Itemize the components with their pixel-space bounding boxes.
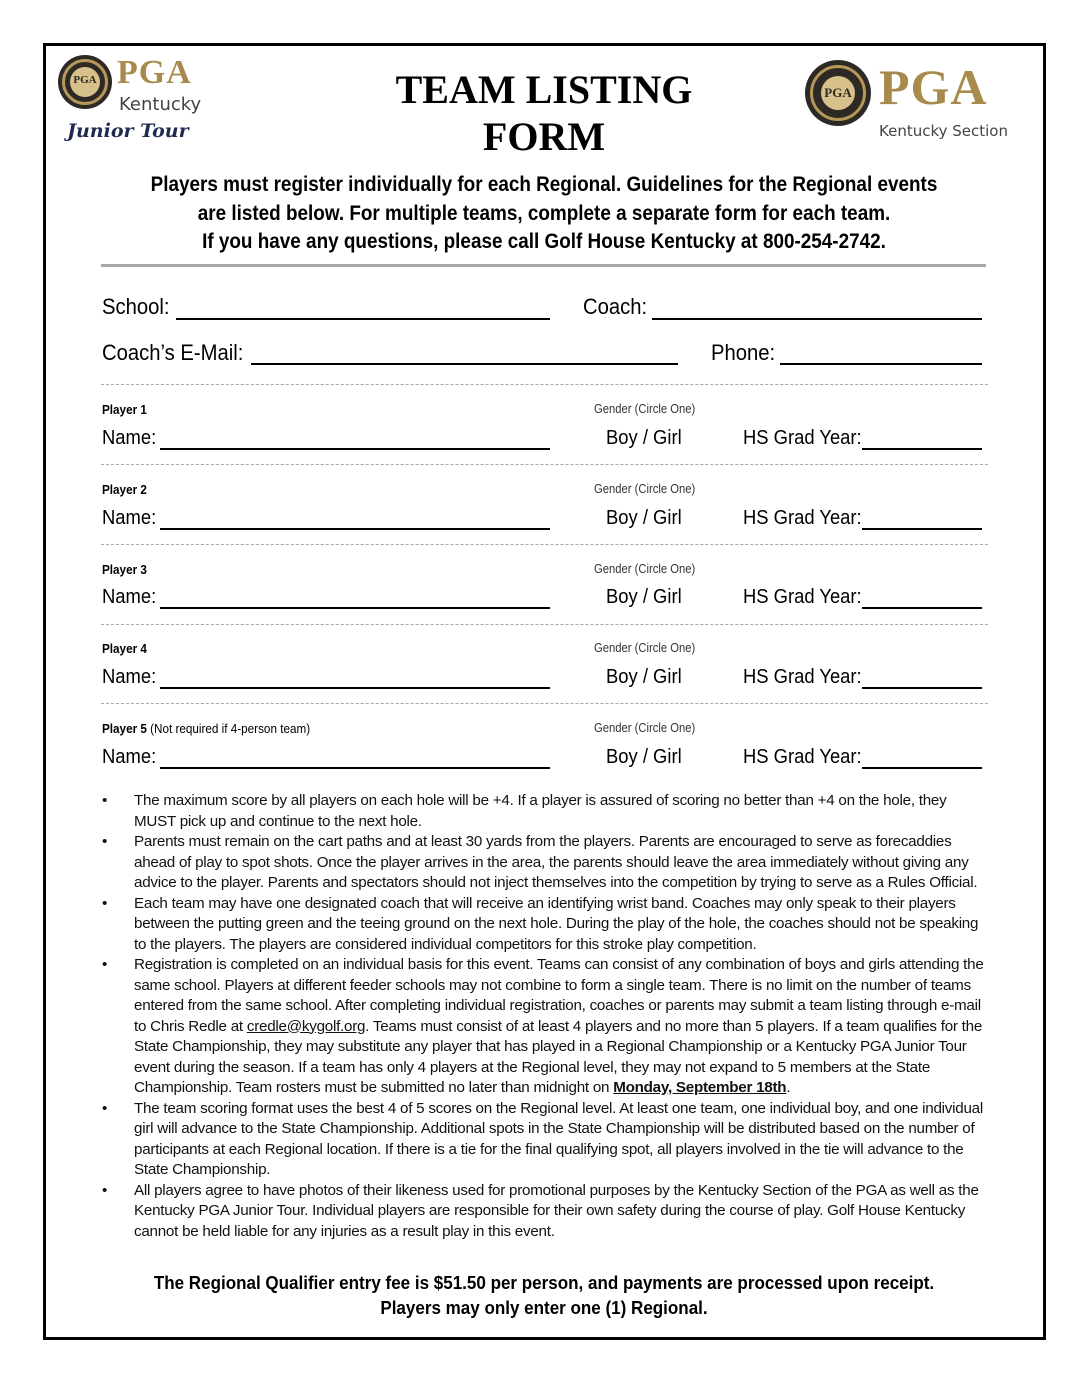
grad-year-field[interactable] (862, 767, 982, 769)
guideline-item: • All players agree to have photos of their likeness used for promotional purposes by the Kentucky Section of the PGA as well as the Kentucky PGA Junior Tour. Individual players are responsible for their own safety during the course of play. Golf House Kentucky cannot be held liable for any injuries as a result play in this event. (102, 1181, 979, 1240)
divider (101, 703, 988, 704)
pga-seal-icon: PGA (58, 55, 112, 109)
divider (101, 624, 988, 625)
gender-boy-girl[interactable]: Boy / Girl (606, 427, 682, 449)
divider (101, 264, 986, 267)
player-label: Player 3 (102, 562, 147, 577)
grad-year-field[interactable] (862, 528, 982, 530)
grad-year-label: HS Grad Year: (743, 507, 862, 529)
coach-label: Coach: (583, 294, 648, 319)
guideline-item: • Parents must remain on the cart paths and at least 30 yards from the players. Parents are encouraged to serve as forecaddies ahead of play to spot shots. Once the player arrives in the area, the parents should leave the area immediately without giving any advice to the player. Parents and spectators should not inject themselves into the competition by trying to serve as a Rules Official. (102, 833, 978, 891)
phone-label: Phone: (711, 340, 776, 365)
school-label: School: (102, 294, 170, 319)
grad-year-label: HS Grad Year: (743, 586, 862, 608)
logo-kentucky-label: Kentucky (119, 94, 202, 115)
player-name-label: Name: (102, 666, 157, 688)
guideline-item: • Each team may have one designated coach that will receive an identifying wrist band. Coaches may only speak to their players between the putting green and the teeing ground on the next hole. During the play of the hole, the coaches should not be speaking to the players. The players are considered individual competitors for this stroke play competition. (102, 894, 979, 953)
gender-boy-girl[interactable]: Boy / Girl (606, 666, 682, 688)
grad-year-field[interactable] (862, 687, 982, 689)
logo-pga-word: PGA (117, 54, 192, 91)
guideline-item: • Registration is completed on an individual basis for this event. Teams can consist of any combination of boys and girls attending the same school. Players at different feeder schools may not combine to form a single team. There is no limit on the number of teams entered from the same school. After completing individual registration, coaches or parents may submit a team listing through e-mail to Chris Redle at credle@kygolf.org. Teams must consist of at least 4 players and no more than 5 players. If a team qualifies for the State Championship, they may substitute any player that has played in a Regional Championship or a Kentucky PGA Junior Tour event during the season. If a team has only 4 players at the Regional level, they may not expand to 5 members at the State Championship. Team rosters must be submitted no later than midnight on Monday, September 18th. (102, 956, 984, 1096)
gender-boy-girl[interactable]: Boy / Girl (606, 586, 682, 608)
guideline-item: • The maximum score by all players on each hole will be +4. If a player is assured of scoring no better than +4 on the hole, they MUST pick up and continue to the next hole. (102, 792, 947, 830)
gender-hint: Gender (Circle One) (594, 721, 696, 735)
divider (101, 384, 988, 385)
coach-email-label: Coach’s E-Mail: (102, 340, 244, 365)
gender-hint: Gender (Circle One) (594, 562, 696, 576)
grad-year-label: HS Grad Year: (743, 427, 862, 449)
divider (101, 544, 988, 545)
kentucky-junior-tour-logo (55, 52, 235, 148)
player-name-field[interactable] (160, 607, 550, 609)
player-name-field[interactable] (160, 528, 550, 530)
email-link[interactable]: credle@kygolf.org (246, 1017, 366, 1035)
player-label: Player 4 (102, 641, 147, 656)
player-name-label: Name: (102, 586, 157, 608)
kentucky-section-logo (803, 58, 1033, 142)
logo-pga-word: PGA (879, 59, 988, 115)
logo-section-label: Kentucky Section (879, 122, 1008, 140)
phone-field[interactable] (780, 363, 982, 365)
guideline-item: • The team scoring format uses the best 4 of 5 scores on the Regional level. At least one team, one individual boy, and one individual girl will advance to the State Championship. Additional spots in the State Championship will be distributed based on the number of participants at each Regional location. If there is a tie for the final qualifying spot, all players involved in the tie will advance to the State Championship. (102, 1099, 983, 1178)
gender-hint: Gender (Circle One) (594, 482, 696, 496)
divider (101, 464, 988, 465)
player-label: Player 5 (Not required if 4-person team) (102, 721, 311, 736)
player-name-label: Name: (102, 746, 157, 768)
grad-year-label: HS Grad Year: (743, 746, 862, 768)
gender-hint: Gender (Circle One) (594, 402, 696, 416)
player-name-field[interactable] (160, 767, 550, 769)
player-label: Player 1 (102, 402, 147, 417)
pga-seal-icon: PGA (805, 60, 871, 126)
player-name-label: Name: (102, 427, 157, 449)
school-field[interactable] (176, 318, 550, 320)
player-name-field[interactable] (160, 448, 550, 450)
guidelines-list (102, 791, 990, 1242)
form-title: TEAM LISTING FORM (395, 67, 693, 159)
grad-year-field[interactable] (862, 607, 982, 609)
entry-fee-notice: The Regional Qualifier entry fee is $51.50 per person, and payments are processed upon receipt. Players may only enter one (1) Regional. (153, 1272, 935, 1318)
gender-boy-girl[interactable]: Boy / Girl (606, 507, 682, 529)
grad-year-field[interactable] (862, 448, 982, 450)
coach-field[interactable] (652, 318, 982, 320)
logo-junior-tour-script: Junior Tour (67, 120, 189, 142)
coach-email-field[interactable] (251, 363, 678, 365)
player-name-field[interactable] (160, 687, 550, 689)
gender-boy-girl[interactable]: Boy / Girl (606, 746, 682, 768)
gender-hint: Gender (Circle One) (594, 641, 696, 655)
grad-year-label: HS Grad Year: (743, 666, 862, 688)
player-label: Player 2 (102, 482, 147, 497)
player-name-label: Name: (102, 507, 157, 529)
deadline-date: Monday, September 18th (613, 1079, 787, 1096)
intro-instructions: Players must register individually for each Regional. Guidelines for the Regional events are listed below. For multiple teams, complete a separate form for each team. If you have any questions, please call Golf House Kentucky at 800-254-2742. (150, 173, 938, 253)
